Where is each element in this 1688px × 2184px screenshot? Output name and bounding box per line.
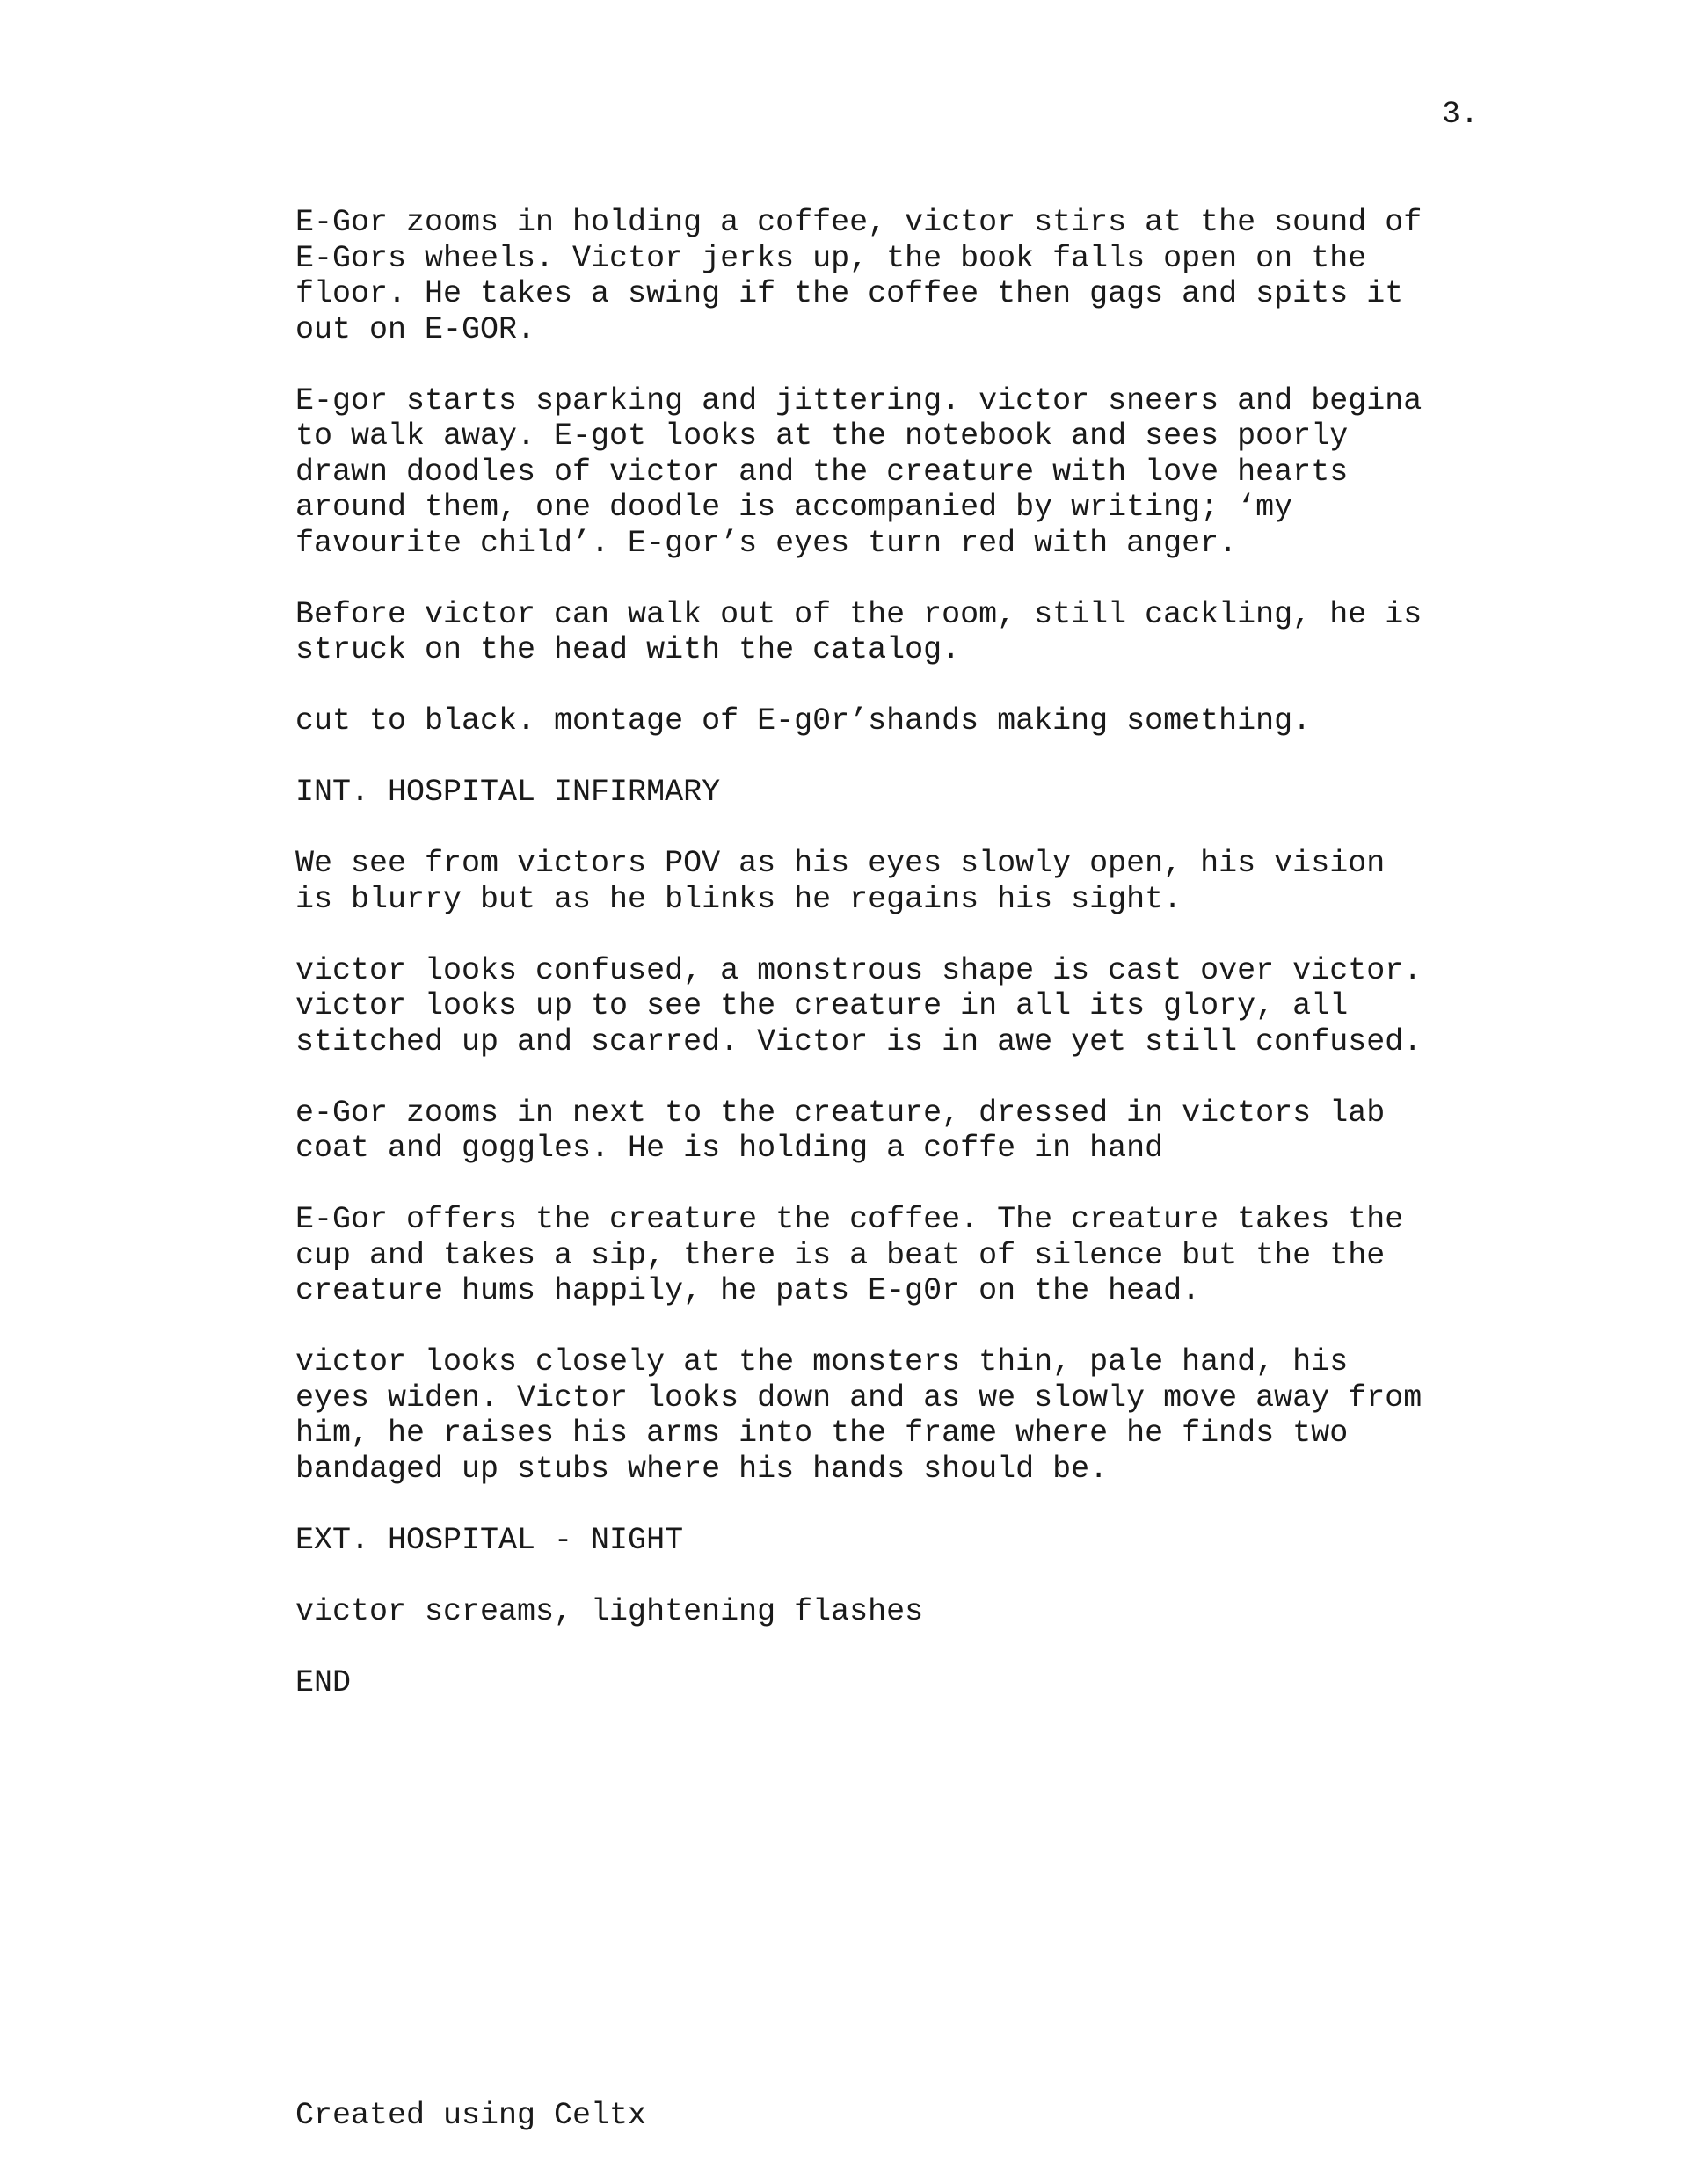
scene-heading: INT. HOSPITAL INFIRMARY — [295, 775, 721, 810]
scene-heading: EXT. HOSPITAL - NIGHT — [295, 1522, 684, 1558]
action-paragraph: victor looks confused, a monstrous shape is cast over victor. victor looks up to see the creature in all its glory, all stitched up and scarred. Victor is in awe yet still confused. — [295, 952, 1422, 1059]
action-paragraph: e-Gor zooms in next to the creature, dressed in victors lab coat and goggles. He is holding a coffe in hand — [295, 1095, 1386, 1166]
action-paragraph: E-Gor offers the creature the coffee. The creature takes the cup and takes a sip, there is a beat of silence but the the creature hums happily, he pats E-g0r on the head. — [295, 1202, 1404, 1308]
action-paragraph: E-Gor zooms in holding a coffee, victor stirs at the sound of E-Gors wheels. Victor jerks up, the book falls open on the floor. He takes a swing if the coffee then gags and spits it out on E-GOR. — [295, 205, 1422, 347]
action-paragraph: cut to black. montage of E-g0r’shands making something. — [295, 703, 1312, 739]
transition-end: END — [295, 1664, 352, 1700]
action-paragraph: E-gor starts sparking and jittering. victor sneers and begina to walk away. E-got looks at the notebook and sees poorly drawn doodles of victor and the creature with love hearts around them, one doodle is accompanied by writing; ‘my favourite child’. E-gor’s eyes turn red with anger. — [295, 382, 1422, 561]
action-paragraph: Before victor can walk out of the room, still cackling, he is struck on the head with the catalog. — [295, 596, 1422, 667]
script-body — [295, 205, 1526, 1736]
footer-credit: Created using Celtx — [295, 2098, 647, 2133]
action-paragraph: We see from victors POV as his eyes slowly open, his vision is blurry but as he blinks he regains his sight. — [295, 846, 1386, 917]
action-paragraph: victor looks closely at the monsters thin, pale hand, his eyes widen. Victor looks down and as we slowly move away from him, he raises his arms into the frame where he finds two bandaged up stubs where his hands should be. — [295, 1344, 1422, 1487]
page-number: 3. — [1442, 97, 1480, 132]
action-paragraph: victor screams, lightening flashes — [295, 1593, 924, 1629]
